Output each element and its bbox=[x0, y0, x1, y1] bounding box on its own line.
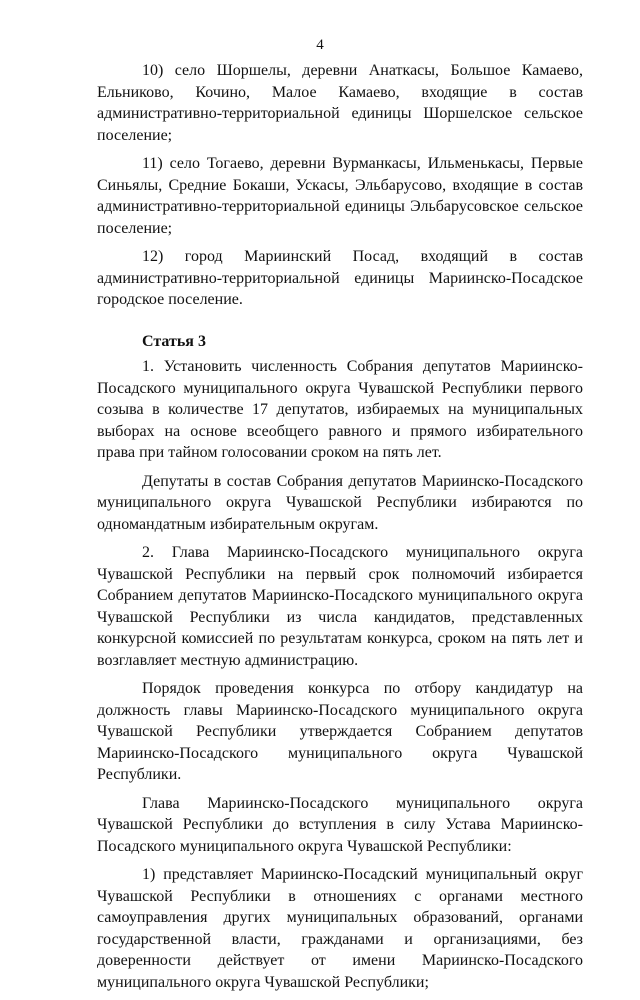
paragraph-item-11: 11) село Тогаево, деревни Вурманкасы, Ильменькасы, Первые Синьялы, Средние Бокаши, Ускасы, Эльбарусово, входящие в состав административно-территориальной единицы Эльбарусовское сельское поселение; bbox=[97, 155, 583, 237]
paragraph-item-12: 12) город Мариинский Посад, входящий в состав административно-территориальной единицы Мариинско-Посадское городское поселение. bbox=[97, 248, 583, 308]
paragraph-head-power-1: 1) представляет Мариинско-Посадский муниципальный округ Чувашской Республики в отношениях с органами местного самоуправления других муниципальных образований, органами государственной власти, гражданами и организациями, без доверенности действует от имени Мариинско-Посадского муниципального округа Чувашской Республики; bbox=[97, 866, 583, 991]
paragraph-deputies: Депутаты в состав Собрания депутатов Мариинско-Посадского муниципального округа Чувашской Республики избираются по одномандатным избирательным округам. bbox=[97, 472, 583, 533]
article-heading: Статья 3 bbox=[142, 332, 206, 350]
paragraph-item-10: 10) село Шоршелы, деревни Анаткасы, Большое Камаево, Ельниково, Кочино, Малое Камаево, входящие в состав административно-территориальной единицы Шоршелское сельское поселение; bbox=[97, 62, 583, 144]
document-body bbox=[97, 60, 583, 1000]
paragraph-clause-2: 2. Глава Мариинско-Посадского муниципального округа Чувашской Республики на первый срок полномочий избирается Собранием депутатов Мариинско-Посадского муниципального округа Чувашской Республики из числа кандидатов, представленных конкурсной комиссией по результатам конкурса, сроком на пять лет и возглавляет местную администрацию. bbox=[97, 544, 583, 669]
paragraph-clause-1: 1. Установить численность Собрания депутатов Мариинско-Посадского муниципального округа Чувашской Республики первого созыва в количестве 17 депутатов, избираемых на муниципальных выборах на основе всеобщего равного и прямого избирательного права при тайном голосовании сроком на пять лет. bbox=[97, 358, 583, 461]
page-number: 4 bbox=[316, 37, 324, 53]
paragraph-head-powers-intro: Глава Мариинско-Посадского муниципального округа Чувашской Республики до вступления в силу Устава Мариинско-Посадского муниципального округа Чувашской Республики: bbox=[97, 794, 583, 855]
paragraph-contest-procedure: Порядок проведения конкурса по отбору кандидатур на должность главы Мариинско-Посадского муниципального округа Чувашской Республики утверждается Собранием депутатов Мариинско-Посадского муниципального округа Чувашской Республики. bbox=[97, 680, 583, 783]
